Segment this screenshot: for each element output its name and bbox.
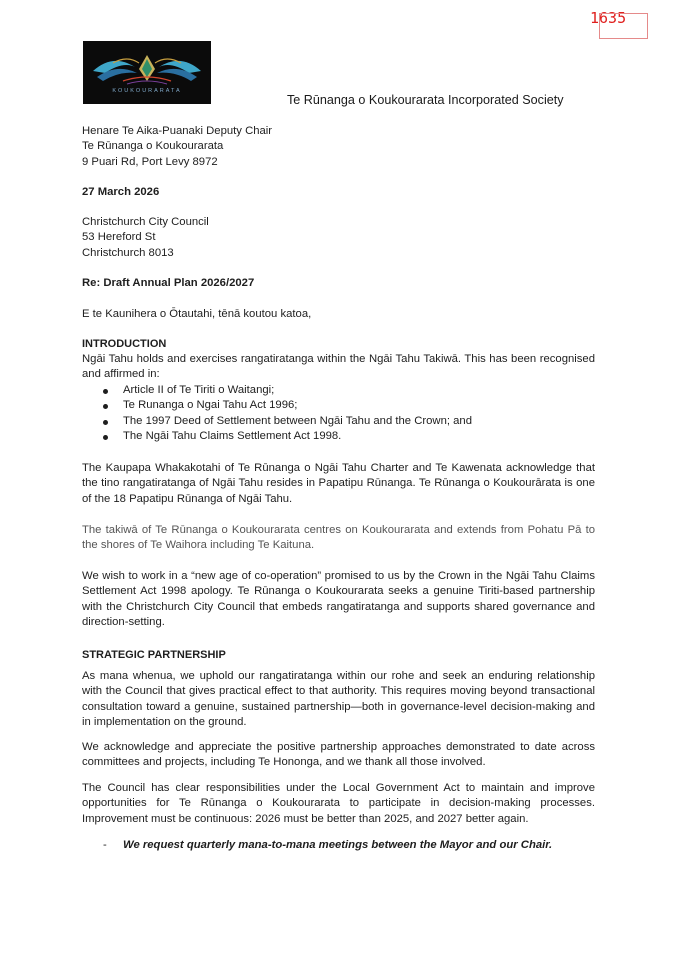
organisation-name: Te Rūnanga o Koukourarata Incorporated Society bbox=[287, 93, 564, 107]
strategic-paragraph-2: We acknowledge and appreciate the positive partnership approaches demonstrated to date across committees and projects, including Te Hononga, and we thank all those involved. bbox=[82, 741, 595, 769]
introduction-heading: INTRODUCTION bbox=[82, 338, 167, 350]
bullet-icon bbox=[103, 389, 108, 394]
strategic-partnership-heading: STRATEGIC PARTNERSHIP bbox=[82, 649, 226, 661]
affirmation-list bbox=[82, 383, 595, 444]
introduction-lead: Ngāi Tahu holds and exercises rangatiratanga within the Ngāi Tahu Takiwā. This has been recognised and affirmed in: bbox=[82, 353, 595, 381]
subject-line: Re: Draft Annual Plan 2026/2027 bbox=[82, 277, 255, 289]
list-item: Te Runanga o Ngai Tahu Act 1996; bbox=[82, 398, 595, 413]
strategic-paragraph-3: The Council has clear responsibilities under the Local Government Act to maintain and improve opportunities for Te Rūnanga o Koukourarata to participate in decision-making processes. Improvement must be continuous: 2026 must be better than 2025, and 2027 better again. bbox=[82, 782, 595, 825]
recipient-address bbox=[82, 215, 595, 261]
list-item: The 1997 Deed of Settlement between Ngāi Tahu and the Crown; and bbox=[82, 414, 595, 429]
letter-date: 27 March 2026 bbox=[82, 186, 160, 198]
page-number: 1635 bbox=[590, 9, 627, 27]
request-text: We request quarterly mana-to-mana meetings between the Mayor and our Chair. bbox=[123, 839, 553, 851]
koukourarata-logo bbox=[83, 41, 211, 104]
charter-paragraph: The Kaupapa Whakakotahi of Te Rūnanga o Ngāi Tahu Charter and Te Kawenata acknowledge that the tino rangatiratanga of Ngāi Tahu resides in Papatipu Rūnanga. Te Rūnanga o Koukourārata is one of the 18 Papatipu Rūnanga of Ngāi Tahu. bbox=[82, 462, 595, 505]
recipient-line: 53 Hereford St bbox=[82, 231, 156, 244]
salutation: E te Kaunihera o Ōtautahi, tēnā koutou katoa, bbox=[82, 308, 312, 320]
sender-line: Te Rūnanga o Koukourarata bbox=[82, 140, 224, 153]
recipient-line: Christchurch 8013 bbox=[82, 246, 174, 259]
list-item: Article II of Te Tiriti o Waitangi; bbox=[82, 383, 595, 398]
page-number-box bbox=[599, 13, 648, 39]
list-item: The Ngāi Tahu Claims Settlement Act 1998. bbox=[82, 429, 595, 444]
logo-text: KOUKOURARATA bbox=[112, 88, 182, 94]
bullet-icon bbox=[103, 435, 108, 440]
dash-marker: - bbox=[103, 839, 107, 851]
takiwa-paragraph: The takiwā of Te Rūnanga o Koukourarata centres on Koukourarata and extends from Pohatu Pā to the shores of Te Waihora including Te Kaituna. bbox=[82, 524, 595, 552]
sender-line: Henare Te Aika-Puanaki Deputy Chair bbox=[82, 125, 273, 137]
sender-line: 9 Puari Rd, Port Levy 8972 bbox=[82, 155, 218, 168]
recipient-line: Christchurch City Council bbox=[82, 216, 209, 228]
sender-address bbox=[82, 124, 595, 170]
strategic-paragraph-1: As mana whenua, we uphold our rangatiratanga within our rohe and seek an enduring relationship with the Council that gives practical effect to that authority. This requires moving beyond transactional consultation toward a genuine, sustained partnership—both in governance-level decision-making and in implementation on the ground. bbox=[82, 670, 595, 728]
logo-emblem-icon bbox=[83, 41, 211, 104]
bullet-icon bbox=[103, 420, 108, 425]
cooperation-paragraph: We wish to work in a “new age of co-operation” promised to us by the Crown in the Ngāi Tahu Claims Settlement Act 1998 apology. Te Rūnanga o Koukourarata seeks a genuine Tiriti-based partnership with the Christchurch City Council that embeds rangatiratanga and supports shared governance and direction-setting. bbox=[82, 570, 595, 628]
bullet-icon bbox=[103, 404, 108, 409]
